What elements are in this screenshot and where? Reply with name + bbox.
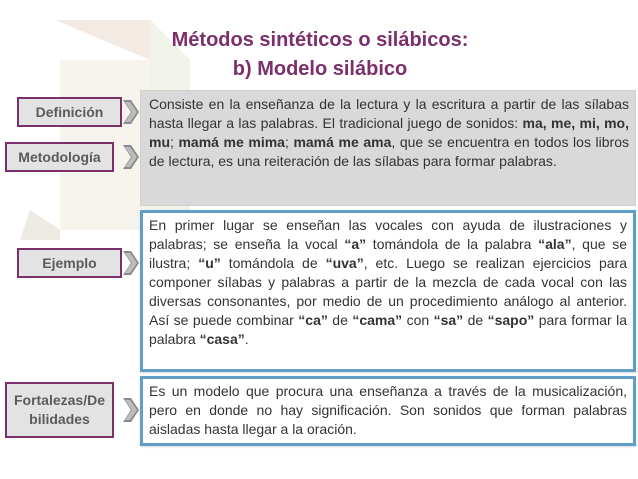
definicion-text: , que se encuentra en todos los libros de lectura, es una reiteración de las sílabas para formar palabras. [149, 134, 629, 169]
ejemplo-emphasis: “a” [344, 236, 367, 252]
definicion-text: ; [284, 134, 294, 150]
chevron-right-icon [123, 398, 139, 422]
ejemplo-text: con [402, 312, 434, 328]
ejemplo-text: , que se ilustra; [149, 236, 627, 271]
ejemplo-text: , etc. Luego se realizan ejercicios para componer sílabas y palabras a partir de la mezcla de cada vocal con las diversas consonantes, por medio de un procedimiento análogo al anterior. Así se puede combinar [149, 255, 627, 328]
label-metodologia [5, 142, 114, 172]
chevron-right-icon [123, 251, 139, 275]
fortalezas-panel [140, 376, 636, 446]
label-ejemplo [17, 248, 122, 278]
slide-title: Métodos sintéticos o silábicos: [171, 29, 469, 51]
ejemplo-emphasis: “ca” [298, 312, 328, 328]
ejemplo-panel [140, 210, 636, 372]
slide-subtitle: b) Modelo silábico [232, 58, 408, 80]
chevron-right-icon [123, 100, 139, 124]
definicion-text: ; [170, 134, 179, 150]
ejemplo-text: de [327, 312, 353, 328]
ejemplo-text: tomándola de la palabra [366, 236, 539, 252]
fortalezas-text: Es un modelo que procura una enseñanza a través de la musicalización, pero en donde no hay significación. Son sonidos que forman palabras aisladas hasta llegar a la oración. [149, 383, 627, 437]
ejemplo-emphasis: “cama” [352, 312, 403, 328]
ejemplo-emphasis: “ala” [538, 236, 572, 252]
definicion-emphasis: mamá me ama [293, 134, 392, 150]
label-metodologia-text: Metodología [18, 148, 101, 165]
label-definicion [17, 97, 122, 127]
label-ejemplo-text: Ejemplo [42, 254, 97, 271]
ejemplo-emphasis: “uva” [325, 255, 364, 271]
ejemplo-text: para formar la palabra [149, 312, 627, 347]
label-fortalezas-text: Fortalezas/De bilidades [13, 392, 106, 427]
ejemplo-emphasis: “u” [198, 255, 221, 271]
definicion-emphasis: mamá me mima [178, 134, 285, 150]
ejemplo-emphasis: “casa” [199, 331, 245, 347]
definicion-emphasis: ma, me, mi, mo, mu [149, 115, 629, 150]
definicion-text: Consiste en la enseñanza de la lectura y la escritura a partir de las sílabas hasta llegar a las palabras. El tradicional juego de sonidos: [149, 96, 629, 131]
definicion-panel [140, 90, 636, 206]
ejemplo-text: . [244, 331, 249, 347]
ejemplo-emphasis: “sapo” [487, 312, 535, 328]
ejemplo-text: En primer lugar se enseñan las vocales con ayuda de ilustraciones y palabras; se enseña la vocal [149, 217, 627, 252]
label-fortalezas [5, 382, 114, 438]
ejemplo-text: tomándola de [220, 255, 326, 271]
label-definicion-text: Definición [35, 103, 104, 120]
chevron-right-icon [123, 145, 139, 169]
ejemplo-emphasis: “sa” [433, 312, 464, 328]
ejemplo-text: de [463, 312, 488, 328]
